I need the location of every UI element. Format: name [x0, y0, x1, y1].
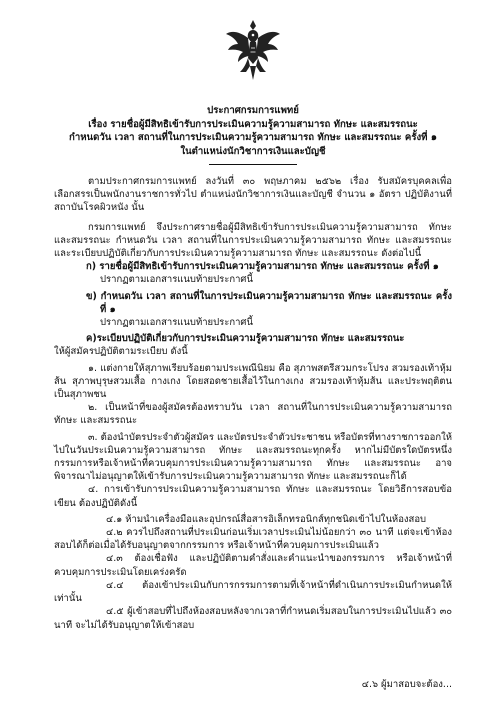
heading-divider	[209, 164, 297, 165]
rule-item-3: ๓. ต้องนำบัตรประจำตัวผู้สมัคร และบัตรประจำตัวประชาชน หรือบัตรที่ทางราชการออกให้ไปในวันประเมินความรู้ความสามารถ ทักษะ และสมรรถนะทุกครั้ง หากไม่มีบัตรใดบัตรหนึ่ง กรรมการหรือเจ้าหน้าที่ควบคุมการประเมินความรู้ความสามารถ ทักษะ และสมรรถนะ อาจพิจารณาไม่อนุญาตให้เข้ารับการประเมินความรู้ความสามารถ ทักษะ และสมรรถนะก็ได้	[54, 431, 452, 483]
rule-item-1: ๑. แต่งกายให้สุภาพเรียบร้อยตามประเพณีนิยม คือ สุภาพสตรีสวมกระโปรง สวมรองเท้าหุ้มส้น สุภาพบุรุษสวมเสื้อ กางเกง โดยสอดชายเสื้อไว้ในกางเกง สวมรองเท้าหุ้มส้น และประพฤติตนเป็นสุภาพชน	[54, 362, 452, 401]
subject-line-2: กำหนดวัน เวลา สถานที่ในการประเมินความรู้ความสามารถ ทักษะ และสมรรถนะ ครั้งที่ ๑	[69, 132, 437, 143]
section-a-note: ปรากฏตามเอกสารแนบท้ายประกาศนี้	[100, 274, 253, 286]
section-b-note: ปรากฏตามเอกสารแนบท้ายประกาศนี้	[100, 317, 253, 329]
subject-line-1: เรื่อง รายชื่อผู้มีสิทธิเข้ารับการประเมินความรู้ความสามารถ ทักษะ และสมรรถนะ	[88, 118, 418, 130]
section-b-title: ข) กำหนดวัน เวลา สถานที่ในการประเมินความรู้ความสามารถ ทักษะ และสมรรถนะ ครั้งที่ ๑	[86, 290, 452, 315]
rule-item-4-4: ๔.๔ ต้องเข้าประเมินกับการกรรมการตามที่เจ้าหน้าที่ดำเนินการประเมินกำหนดให้เท่านั้น	[54, 579, 452, 605]
announcement-heading	[54, 104, 452, 158]
paragraph-announcement: กรมการแพทย์ จึงประกาศรายชื่อผู้มีสิทธิเข้ารับการประเมินความรู้ความสามารถ ทักษะ และสมรรถนะ กำหนดวัน เวลา สถานที่ในการประเมินความรู้ความสามารถ ทักษะ และสมรรถนะ และระเบียบปฏิบัติเกี่ยวกับการประเมินความรู้ความสามารถ ทักษะ และสมรรถนะ ดังต่อไปนี้	[54, 221, 452, 260]
subject-line-3: ในตำแหน่งนักวิชาการเงินและบัญชี	[180, 145, 326, 157]
emblem-area	[54, 0, 452, 100]
org-title: ประกาศกรมการแพทย์	[207, 105, 299, 116]
rule-item-4-2: ๔.๒ ควรไปถึงสถานที่ประเมินก่อนเริ่มเวลาประเมินไม่น้อยกว่า ๓๐ นาที แต่จะเข้าห้องสอบได้ก็ต่อเมื่อได้รับอนุญาตจากกรรมการ หรือเจ้าหน้าที่ควบคุมการประเมินแล้ว	[54, 527, 452, 552]
paragraph-intro: ตามประกาศกรมการแพทย์ ลงวันที่ ๓๐ พฤษภาคม ๒๕๖๒ เรื่อง รับสมัครบุคคลเพื่อเลือกสรรเป็นพนักงานราชการทั่วไป ตำแหน่งนักวิชาการเงินและบัญชี จำนวน ๑ อัตรา ปฏิบัติงานที่สถาบันโรคผิวหนัง นั้น	[54, 176, 452, 214]
rule-item-4-3: ๔.๓ ต้องเชื่อฟัง และปฏิบัติตามคำสั่งและคำแนะนำของกรรมการ หรือเจ้าหน้าที่ควบคุมการประเมินโดยเคร่งครัด	[54, 553, 452, 578]
section-c-note: ให้ผู้สมัครปฏิบัติตามระเบียบ ดังนี้	[54, 346, 188, 358]
rule-item-2: ๒. เป็นหน้าที่ของผู้สมัครต้องทราบวัน เวลา สถานที่ในการประเมินความรู้ความสามารถ ทักษะ และสมรรถนะ	[54, 402, 452, 427]
continued-marker: ๔.๖ ผู้มาสอบจะต้อง...	[361, 678, 452, 690]
section-c-title: ค)ระเบียบปฏิบัติเกี่ยวกับการประเมินความรู้ความสามารถ ทักษะ และสมรรถนะ	[86, 333, 405, 345]
rule-item-4-5: ๔.๕ ผู้เข้าสอบที่ไปถึงห้องสอบหลังจากเวลาที่กำหนดเริ่มสอบในการประเมินไปแล้ว ๓๐ นาที จะไม่ได้รับอนุญาตให้เข้าสอบ	[54, 606, 452, 631]
section-a-title: ก) รายชื่อผู้มีสิทธิเข้ารับการประเมินความรู้ความสามารถ ทักษะ และสมรรถนะ ครั้งที่ ๑	[86, 261, 439, 273]
rule-item-4: ๔. การเข้ารับการประเมินความรู้ความสามารถ ทักษะ และสมรรถนะ โดยวิธีการสอบข้อเขียน ต้องปฏิบัติดังนี้	[54, 484, 452, 509]
garuda-emblem-icon	[224, 18, 282, 100]
rule-item-4-1: ๔.๑ ห้ามนำเครื่องมือและอุปกรณ์สื่อสารอิเล็กทรอนิกส์ทุกชนิดเข้าไปในห้องสอบ	[106, 513, 427, 525]
